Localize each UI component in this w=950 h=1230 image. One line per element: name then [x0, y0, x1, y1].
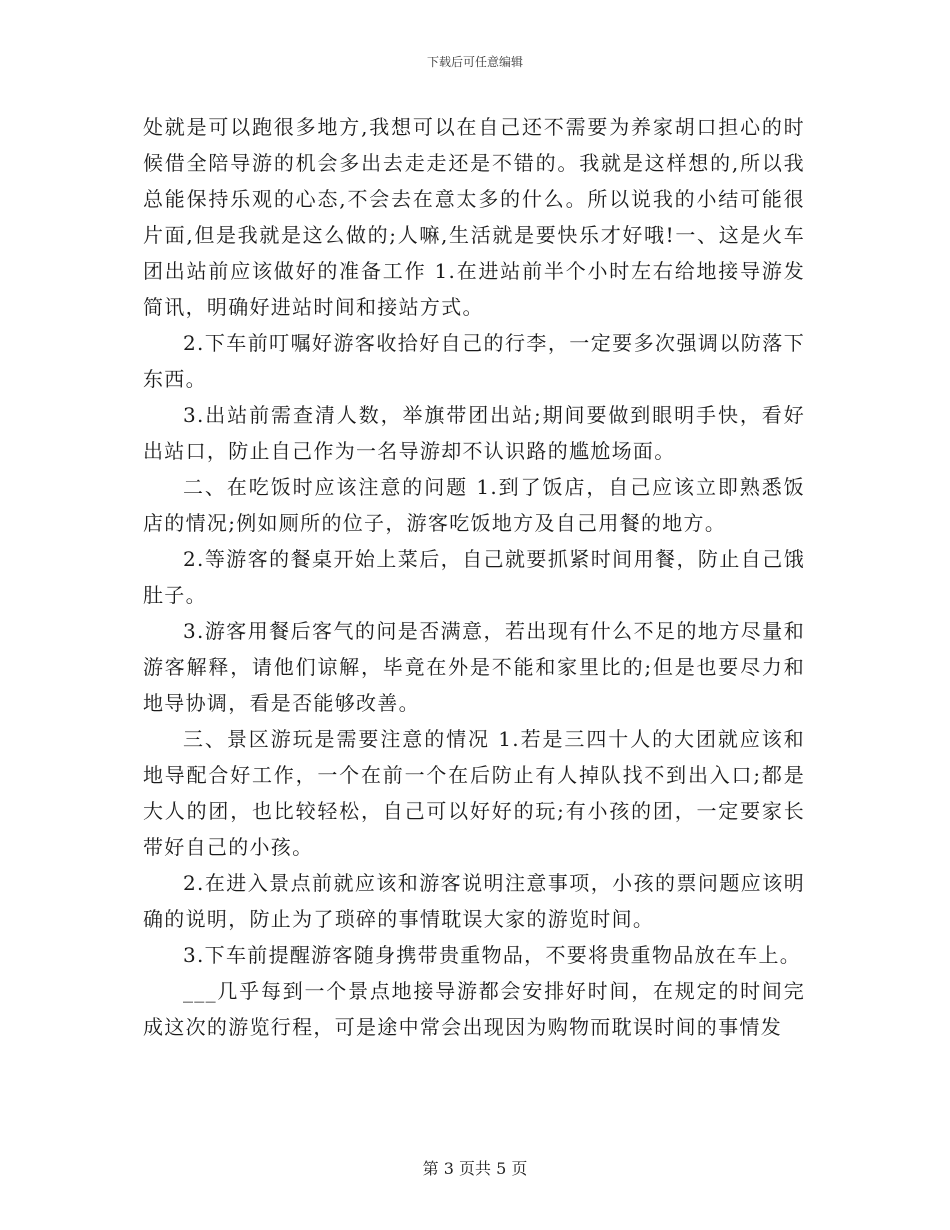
paragraph-1: 处就是可以跑很多地方,我想可以在自己还不需要为养家胡口担心的时候借全陪导游的机会多出去走走还是不错的。我就是这样想的,所以我总能保持乐观的心态,不会去在意太多的什么。所以说我的小结可能很片面,但是我就是这么做的;人嘛,生活就是要快乐才好哦!一、这是火车团出站前应该做好的准备工作 1.在进站前半个小时左右给地接导游发简讯，明确好进站时间和接站方式。 — [143, 115, 805, 319]
paragraph-4: 二、在吃饭时应该注意的问题 1.到了饭店，自己应该立即熟悉饭店的情况;例如厕所的位子，游客吃饭地方及自己用餐的地方。 — [143, 475, 805, 535]
paragraph-10: ___几乎每到一个景点地接导游都会安排好时间，在规定的时间完成这次的游览行程，可是途中常会出现因为购物而耽误时间的事情发 — [143, 979, 805, 1039]
document-body — [143, 109, 805, 1045]
paragraph-7: 三、景区游玩是需要注意的情况 1.若是三四十人的大团就应该和地导配合好工作，一个在前一个在后防止有人掉队找不到出入口;都是大人的团，也比较轻松，自己可以好好的玩;有小孩的团，一定要家长带好自己的小孩。 — [143, 727, 805, 859]
page-footer: 第 3 页共 5 页 — [422, 1159, 528, 1178]
page-header: 下载后可任意编辑 — [426, 55, 523, 69]
paragraph-6: 3.游客用餐后客气的问是否满意，若出现有什么不足的地方尽量和游客解释，请他们谅解，毕竟在外是不能和家里比的;但是也要尽力和地导协调，看是否能够改善。 — [143, 619, 805, 715]
paragraph-2: 2.下车前叮嘱好游客收拾好自己的行李，一定要多次强调以防落下东西。 — [143, 331, 805, 391]
paragraph-5: 2.等游客的餐桌开始上菜后，自己就要抓紧时间用餐，防止自己饿肚子。 — [143, 547, 805, 607]
paragraph-9: 3.下车前提醒游客随身携带贵重物品，不要将贵重物品放在车上。 — [183, 943, 802, 967]
paragraph-3: 3.出站前需查清人数，举旗带团出站;期间要做到眼明手快，看好出站口，防止自己作为一名导游却不认识路的尴尬场面。 — [143, 403, 805, 463]
paragraph-8: 2.在进入景点前就应该和游客说明注意事项，小孩的票问题应该明确的说明，防止为了琐碎的事情耽误大家的游览时间。 — [143, 871, 805, 931]
